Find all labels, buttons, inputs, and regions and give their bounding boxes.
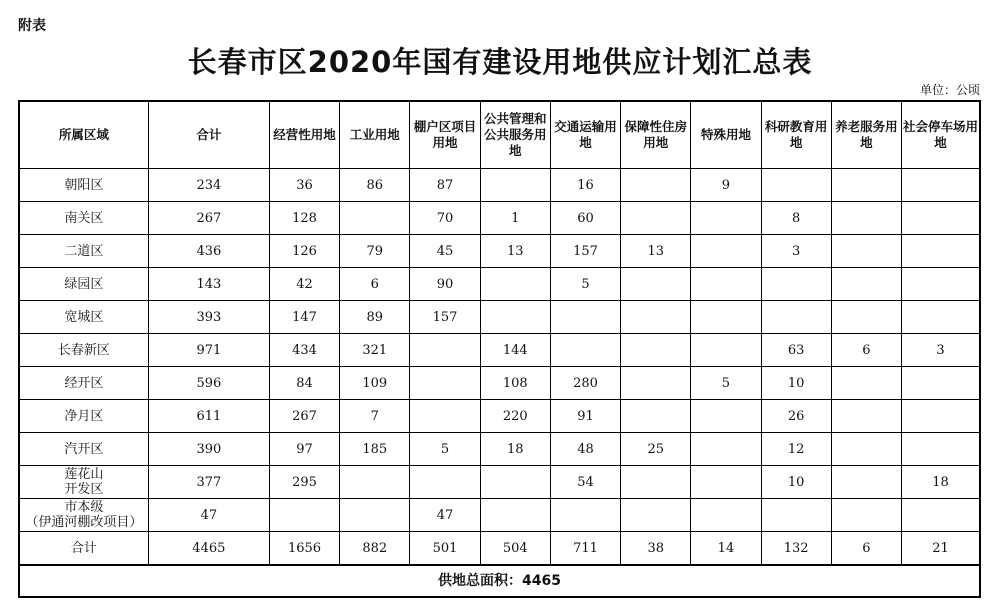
value-cell: 91 bbox=[550, 400, 620, 433]
value-cell: 9 bbox=[691, 169, 761, 202]
value-cell: 18 bbox=[480, 433, 550, 466]
value-cell: 3 bbox=[761, 235, 831, 268]
value-cell: 6 bbox=[340, 268, 410, 301]
table-row bbox=[19, 334, 980, 367]
value-cell bbox=[340, 202, 410, 235]
value-cell: 12 bbox=[761, 433, 831, 466]
district-cell: 南关区 bbox=[19, 202, 148, 235]
value-cell: 267 bbox=[269, 400, 339, 433]
value-cell bbox=[550, 499, 620, 532]
value-cell bbox=[691, 499, 761, 532]
value-cell bbox=[761, 301, 831, 334]
table-row bbox=[19, 367, 980, 400]
value-cell: 89 bbox=[340, 301, 410, 334]
value-cell bbox=[621, 202, 691, 235]
value-cell: 97 bbox=[269, 433, 339, 466]
value-cell bbox=[831, 367, 901, 400]
value-cell bbox=[691, 334, 761, 367]
value-cell: 436 bbox=[148, 235, 269, 268]
value-cell: 48 bbox=[550, 433, 620, 466]
value-cell: 971 bbox=[148, 334, 269, 367]
unit-label: 单位：公顷 bbox=[919, 83, 980, 97]
table-row bbox=[19, 466, 980, 499]
value-cell: 611 bbox=[148, 400, 269, 433]
value-cell: 21 bbox=[902, 532, 980, 566]
table-header-row bbox=[19, 101, 980, 169]
value-cell: 5 bbox=[410, 433, 480, 466]
value-cell bbox=[691, 400, 761, 433]
column-header: 公共管理和公共服务用地 bbox=[480, 101, 550, 169]
district-cell: 市本级 （伊通河棚改项目） bbox=[19, 499, 148, 532]
value-cell: 54 bbox=[550, 466, 620, 499]
value-cell: 36 bbox=[269, 169, 339, 202]
value-cell: 26 bbox=[761, 400, 831, 433]
value-cell: 38 bbox=[621, 532, 691, 566]
district-cell: 莲花山 开发区 bbox=[19, 466, 148, 499]
value-cell: 234 bbox=[148, 169, 269, 202]
value-cell: 16 bbox=[550, 169, 620, 202]
value-cell: 4465 bbox=[148, 532, 269, 566]
value-cell bbox=[902, 433, 980, 466]
table-row bbox=[19, 235, 980, 268]
column-header: 保障性住房用地 bbox=[621, 101, 691, 169]
value-cell: 86 bbox=[340, 169, 410, 202]
value-cell: 108 bbox=[480, 367, 550, 400]
column-header: 工业用地 bbox=[340, 101, 410, 169]
value-cell: 47 bbox=[410, 499, 480, 532]
value-cell bbox=[831, 466, 901, 499]
value-cell: 143 bbox=[148, 268, 269, 301]
value-cell bbox=[621, 499, 691, 532]
value-cell: 109 bbox=[340, 367, 410, 400]
value-cell bbox=[550, 301, 620, 334]
value-cell bbox=[691, 235, 761, 268]
value-cell bbox=[691, 268, 761, 301]
value-cell bbox=[831, 301, 901, 334]
value-cell bbox=[691, 301, 761, 334]
column-header: 所属区域 bbox=[19, 101, 148, 169]
table-row bbox=[19, 301, 980, 334]
value-cell: 434 bbox=[269, 334, 339, 367]
value-cell: 70 bbox=[410, 202, 480, 235]
table-footer-row bbox=[19, 565, 980, 597]
value-cell bbox=[691, 433, 761, 466]
value-cell: 128 bbox=[269, 202, 339, 235]
value-cell bbox=[831, 268, 901, 301]
value-cell bbox=[761, 169, 831, 202]
table-row bbox=[19, 433, 980, 466]
value-cell bbox=[340, 466, 410, 499]
value-cell bbox=[902, 268, 980, 301]
value-cell bbox=[761, 268, 831, 301]
value-cell bbox=[621, 334, 691, 367]
value-cell: 7 bbox=[340, 400, 410, 433]
value-cell: 185 bbox=[340, 433, 410, 466]
value-cell: 5 bbox=[550, 268, 620, 301]
value-cell: 144 bbox=[480, 334, 550, 367]
value-cell bbox=[831, 202, 901, 235]
column-header: 特殊用地 bbox=[691, 101, 761, 169]
value-cell bbox=[902, 235, 980, 268]
value-cell: 84 bbox=[269, 367, 339, 400]
column-header: 棚户区项目用地 bbox=[410, 101, 480, 169]
value-cell: 295 bbox=[269, 466, 339, 499]
value-cell: 3 bbox=[902, 334, 980, 367]
value-cell: 10 bbox=[761, 367, 831, 400]
value-cell bbox=[621, 367, 691, 400]
value-cell bbox=[831, 400, 901, 433]
value-cell: 47 bbox=[148, 499, 269, 532]
value-cell: 25 bbox=[621, 433, 691, 466]
value-cell: 60 bbox=[550, 202, 620, 235]
value-cell: 13 bbox=[621, 235, 691, 268]
page-title: 长春市区2020年国有建设用地供应计划汇总表 bbox=[187, 45, 813, 79]
value-cell bbox=[902, 169, 980, 202]
value-cell bbox=[831, 235, 901, 268]
value-cell: 87 bbox=[410, 169, 480, 202]
value-cell bbox=[691, 202, 761, 235]
value-cell: 157 bbox=[550, 235, 620, 268]
value-cell bbox=[831, 499, 901, 532]
district-cell: 宽城区 bbox=[19, 301, 148, 334]
value-cell bbox=[550, 334, 620, 367]
district-cell: 朝阳区 bbox=[19, 169, 148, 202]
table-row bbox=[19, 499, 980, 532]
table-row bbox=[19, 202, 980, 235]
value-cell bbox=[831, 433, 901, 466]
value-cell bbox=[761, 499, 831, 532]
value-cell bbox=[410, 466, 480, 499]
value-cell: 321 bbox=[340, 334, 410, 367]
value-cell: 79 bbox=[340, 235, 410, 268]
value-cell: 377 bbox=[148, 466, 269, 499]
value-cell bbox=[480, 268, 550, 301]
value-cell: 63 bbox=[761, 334, 831, 367]
table-row bbox=[19, 169, 980, 202]
value-cell: 501 bbox=[410, 532, 480, 566]
value-cell bbox=[902, 301, 980, 334]
value-cell bbox=[410, 334, 480, 367]
district-cell: 汽开区 bbox=[19, 433, 148, 466]
value-cell: 14 bbox=[691, 532, 761, 566]
value-cell: 504 bbox=[480, 532, 550, 566]
value-cell bbox=[831, 169, 901, 202]
value-cell: 393 bbox=[148, 301, 269, 334]
value-cell: 6 bbox=[831, 334, 901, 367]
value-cell bbox=[480, 499, 550, 532]
value-cell bbox=[902, 499, 980, 532]
value-cell: 45 bbox=[410, 235, 480, 268]
value-cell bbox=[410, 400, 480, 433]
value-cell: 390 bbox=[148, 433, 269, 466]
value-cell bbox=[480, 169, 550, 202]
value-cell: 90 bbox=[410, 268, 480, 301]
value-cell: 5 bbox=[691, 367, 761, 400]
value-cell: 10 bbox=[761, 466, 831, 499]
value-cell: 711 bbox=[550, 532, 620, 566]
value-cell bbox=[621, 301, 691, 334]
column-header: 经营性用地 bbox=[269, 101, 339, 169]
district-cell: 净月区 bbox=[19, 400, 148, 433]
column-header: 交通运输用地 bbox=[550, 101, 620, 169]
value-cell: 8 bbox=[761, 202, 831, 235]
value-cell bbox=[480, 466, 550, 499]
value-cell bbox=[691, 466, 761, 499]
value-cell bbox=[621, 169, 691, 202]
column-header: 养老服务用地 bbox=[831, 101, 901, 169]
value-cell bbox=[621, 400, 691, 433]
value-cell: 1 bbox=[480, 202, 550, 235]
value-cell bbox=[902, 400, 980, 433]
value-cell bbox=[902, 367, 980, 400]
value-cell: 596 bbox=[148, 367, 269, 400]
value-cell: 147 bbox=[269, 301, 339, 334]
value-cell bbox=[410, 367, 480, 400]
table-row bbox=[19, 268, 980, 301]
value-cell: 126 bbox=[269, 235, 339, 268]
district-cell: 经开区 bbox=[19, 367, 148, 400]
value-cell: 1656 bbox=[269, 532, 339, 566]
value-cell: 42 bbox=[269, 268, 339, 301]
column-header: 合计 bbox=[148, 101, 269, 169]
district-cell: 合计 bbox=[19, 532, 148, 566]
value-cell bbox=[902, 202, 980, 235]
value-cell bbox=[269, 499, 339, 532]
land-supply-table bbox=[18, 100, 981, 598]
value-cell: 267 bbox=[148, 202, 269, 235]
value-cell bbox=[621, 268, 691, 301]
value-cell bbox=[480, 301, 550, 334]
column-header: 社会停车场用地 bbox=[902, 101, 980, 169]
total-area-cell: 供地总面积：4465 bbox=[19, 565, 980, 597]
column-header: 科研教育用地 bbox=[761, 101, 831, 169]
table-row bbox=[19, 400, 980, 433]
value-cell: 6 bbox=[831, 532, 901, 566]
value-cell bbox=[340, 499, 410, 532]
value-cell: 280 bbox=[550, 367, 620, 400]
value-cell: 13 bbox=[480, 235, 550, 268]
value-cell: 220 bbox=[480, 400, 550, 433]
value-cell bbox=[621, 466, 691, 499]
value-cell: 157 bbox=[410, 301, 480, 334]
annex-label: 附表 bbox=[18, 18, 46, 34]
district-cell: 二道区 bbox=[19, 235, 148, 268]
value-cell: 18 bbox=[902, 466, 980, 499]
value-cell: 132 bbox=[761, 532, 831, 566]
value-cell: 882 bbox=[340, 532, 410, 566]
district-cell: 长春新区 bbox=[19, 334, 148, 367]
district-cell: 绿园区 bbox=[19, 268, 148, 301]
total-row bbox=[19, 532, 980, 566]
